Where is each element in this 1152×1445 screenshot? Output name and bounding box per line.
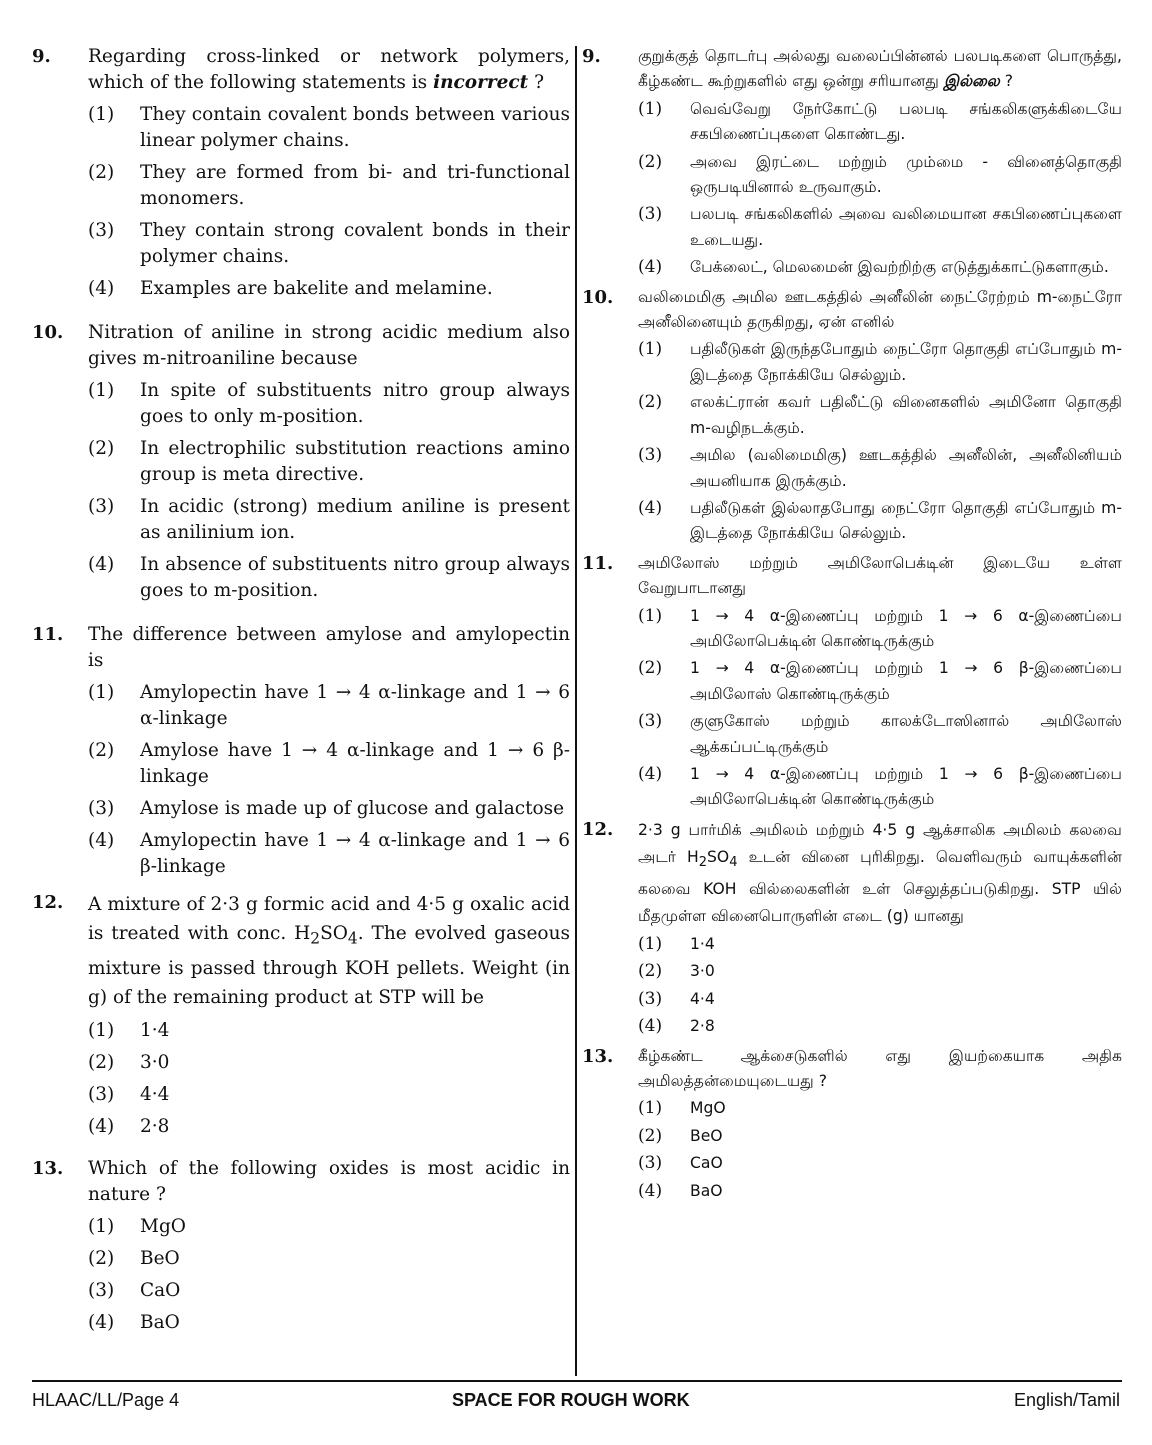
question-13-en xyxy=(32,1156,570,1336)
question-number: 12. xyxy=(582,818,614,840)
option-4: (4) Amylopectin have 1 → 4 α-linkage and 1 → 6 β-linkage xyxy=(88,830,570,877)
question-text: குறுக்குத் தொடர்பு அல்லது வலைப்பின்னல் பலபடிகளை பொருத்து, கீழ்கண்ட கூற்றுகளில் எது ஒன்று சரியானது இல்லை ? xyxy=(638,47,1122,91)
option-3: (3) CaO xyxy=(638,1153,723,1174)
question-number: 13. xyxy=(32,1157,64,1179)
option-1: (1) In spite of substituents nitro group always goes to only m-position. xyxy=(88,380,570,427)
option-1: (1) வெவ்வேறு நேர்கோட்டு பலபடி சங்கலிகளுக்கிடையே சகபிணைப்புகளை கொண்டது. xyxy=(638,98,1122,144)
question-number: 9. xyxy=(32,46,51,67)
option-3: (3) அமில (வலிமைமிகு) ஊடகத்தில் அனீலின், அனீலினியம் அயனியாக இருக்கும். xyxy=(638,445,1122,490)
option-1: (1) They contain covalent bonds between various linear polymer chains. xyxy=(88,104,570,151)
option-3: (3) 4·4 xyxy=(88,1083,170,1105)
question-text: Nitration of aniline in strong acidic medium also gives m-nitroaniline because xyxy=(88,322,570,369)
option-4: (4) BaO xyxy=(88,1311,180,1333)
emphasis: incorrect xyxy=(433,72,529,93)
question-number: 12. xyxy=(32,892,64,913)
option-1: (1) 1·4 xyxy=(88,1019,170,1041)
question-11-ta xyxy=(582,551,1122,813)
option-4: (4) In absence of substituents nitro group always goes to m-position. xyxy=(88,554,570,601)
page-code: HLAAC/LL/Page 4 xyxy=(32,1390,180,1410)
option-4: (4) 1 → 4 α-இணைப்பு மற்றும் 1 → 6 β-இணைப்பை அமிலோபெக்டின் கொண்டிருக்கும் xyxy=(638,763,1122,809)
option-1: (1) MgO xyxy=(638,1098,726,1119)
option-2: (2) Amylose have 1 → 4 α-linkage and 1 → 6 β-linkage xyxy=(88,740,570,787)
question-text: கீழ்கண்ட ஆக்சைடுகளில் எது இயற்கையாக அதிக அமிலத்தன்மையுடையது ? xyxy=(638,1046,1122,1090)
question-9-en xyxy=(32,44,570,302)
tamil-column xyxy=(582,44,1122,1204)
option-4: (4) Examples are bakelite and melamine. xyxy=(88,278,493,299)
option-1: (1) MgO xyxy=(88,1215,186,1237)
question-text: A mixture of 2·3 g formic acid and 4·5 g oxalic acid is treated with conc. $H_2SO_4$. The evolved gaseous mixture is passed through KOH pellets. Weight (in g) of the remaining product at STP will be xyxy=(88,894,570,1008)
emphasis: இல்லை xyxy=(943,72,1000,91)
question-number: 10. xyxy=(582,286,614,308)
question-12-ta xyxy=(582,817,1122,1040)
option-4: (4) BaO xyxy=(638,1180,723,1201)
question-text: Regarding cross-linked or network polymers, which of the following statements is incorrect ? xyxy=(88,46,570,93)
option-2: (2) In electrophilic substitution reactions amino group is meta directive. xyxy=(88,438,570,485)
question-11-en xyxy=(32,622,570,880)
option-4: (4) பதிலீடுகள் இல்லாதபோது நைட்ரோ தொகுதி எப்போதும் m-இடத்தை நோக்கியே செல்லும். xyxy=(638,497,1122,543)
option-3: (3) குளுகோஸ் மற்றும் காலக்டோஸினால் அமிலோஸ் ஆக்கப்பட்டிருக்கும் xyxy=(638,711,1122,756)
option-2: (2) 1 → 4 α-இணைப்பு மற்றும் 1 → 6 β-இணைப்பை அமிலோஸ் கொண்டிருக்கும் xyxy=(638,658,1122,703)
option-2: (2) அவை இரட்டை மற்றும் மும்மை - வினைத்தொகுதி ஒருபடியினால் உருவாகும். xyxy=(638,151,1122,197)
option-3: (3) CaO xyxy=(88,1279,181,1301)
option-2: (2) 3·0 xyxy=(88,1051,170,1073)
question-text: Which of the following oxides is most acidic in nature ? xyxy=(88,1157,570,1205)
option-4: (4) பேக்லைட், மெலமைன் இவற்றிற்கு எடுத்துக்காட்டுகளாகும். xyxy=(638,257,1109,278)
option-1: (1) 1 → 4 α-இணைப்பு மற்றும் 1 → 6 α-இணைப்பை அமிலோபெக்டின் கொண்டிருக்கும் xyxy=(638,605,1122,650)
option-2: (2) BeO xyxy=(638,1125,723,1146)
option-4: (4) 2·8 xyxy=(88,1115,170,1137)
footer-rule xyxy=(32,1380,1122,1382)
option-3: (3) They contain strong covalent bonds in their polymer chains. xyxy=(88,220,570,267)
question-13-ta xyxy=(582,1044,1122,1204)
rough-work-label: SPACE FOR ROUGH WORK xyxy=(452,1390,690,1410)
option-2: (2) எலக்ட்ரான் கவர் பதிலீட்டு வினைகளில் அமினோ தொகுதி m-வழிநடக்கும். xyxy=(638,392,1122,437)
question-number: 11. xyxy=(582,552,614,574)
question-10-en xyxy=(32,320,570,604)
question-10-ta xyxy=(582,285,1122,547)
option-1: (1) பதிலீடுகள் இருந்தபோதும் நைட்ரோ தொகுதி எப்போதும் m-இடத்தை நோக்கியே செல்லும். xyxy=(638,339,1122,384)
option-2: (2) They are formed from bi- and tri-functional monomers. xyxy=(88,162,570,209)
english-column xyxy=(32,44,570,1336)
option-3: (3) In acidic (strong) medium aniline is present as anilinium ion. xyxy=(88,496,570,543)
question-text: The difference between amylose and amylopectin is xyxy=(88,624,570,671)
option-1: (1) 1·4 xyxy=(638,933,715,954)
question-number: 13. xyxy=(582,1045,614,1067)
question-text: அமிலோஸ் மற்றும் அமிலோபெக்டின் இடையே உள்ள வேறுபாடானது xyxy=(638,553,1122,598)
option-4: (4) 2·8 xyxy=(638,1016,715,1037)
option-3: (3) Amylose is made up of glucose and galactose xyxy=(88,798,565,819)
option-3: (3) 4·4 xyxy=(638,988,715,1009)
question-text: 2·3 g பார்மிக் அமிலம் மற்றும் 4·5 g ஆக்சாலிக அமிலம் கலவை அடர் $H_2SO_4$ உடன் வினை புரிகிறது. வெளிவரும் வாயுக்களின் கலவை KOH வில்லைகளின் உள் செலுத்தப்படுகிறது. STP யில் மீதமுள்ள வினைபொருளின் எடை (g) யானது xyxy=(638,820,1122,925)
question-number: 10. xyxy=(32,322,64,343)
question-12-en xyxy=(32,890,570,1140)
option-1: (1) Amylopectin have 1 → 4 α-linkage and 1 → 6 α-linkage xyxy=(88,682,570,729)
question-number: 11. xyxy=(32,624,64,645)
column-divider xyxy=(575,46,577,1376)
option-2: (2) 3·0 xyxy=(638,961,715,982)
option-2: (2) BeO xyxy=(88,1247,180,1269)
language-label: English/Tamil xyxy=(1013,1390,1120,1410)
question-number: 9. xyxy=(582,46,601,67)
question-text: வலிமைமிகு அமில ஊடகத்தில் அனீலின் நைட்ரேற்றம் m-நைட்ரோ அனீலினையும் தருகிறது, ஏன் எனில் xyxy=(638,287,1122,332)
option-3: (3) பலபடி சங்கலிகளில் அவை வலிமையான சகபிணைப்புகளை உடையது. xyxy=(638,204,1122,249)
question-9-ta xyxy=(582,44,1122,281)
